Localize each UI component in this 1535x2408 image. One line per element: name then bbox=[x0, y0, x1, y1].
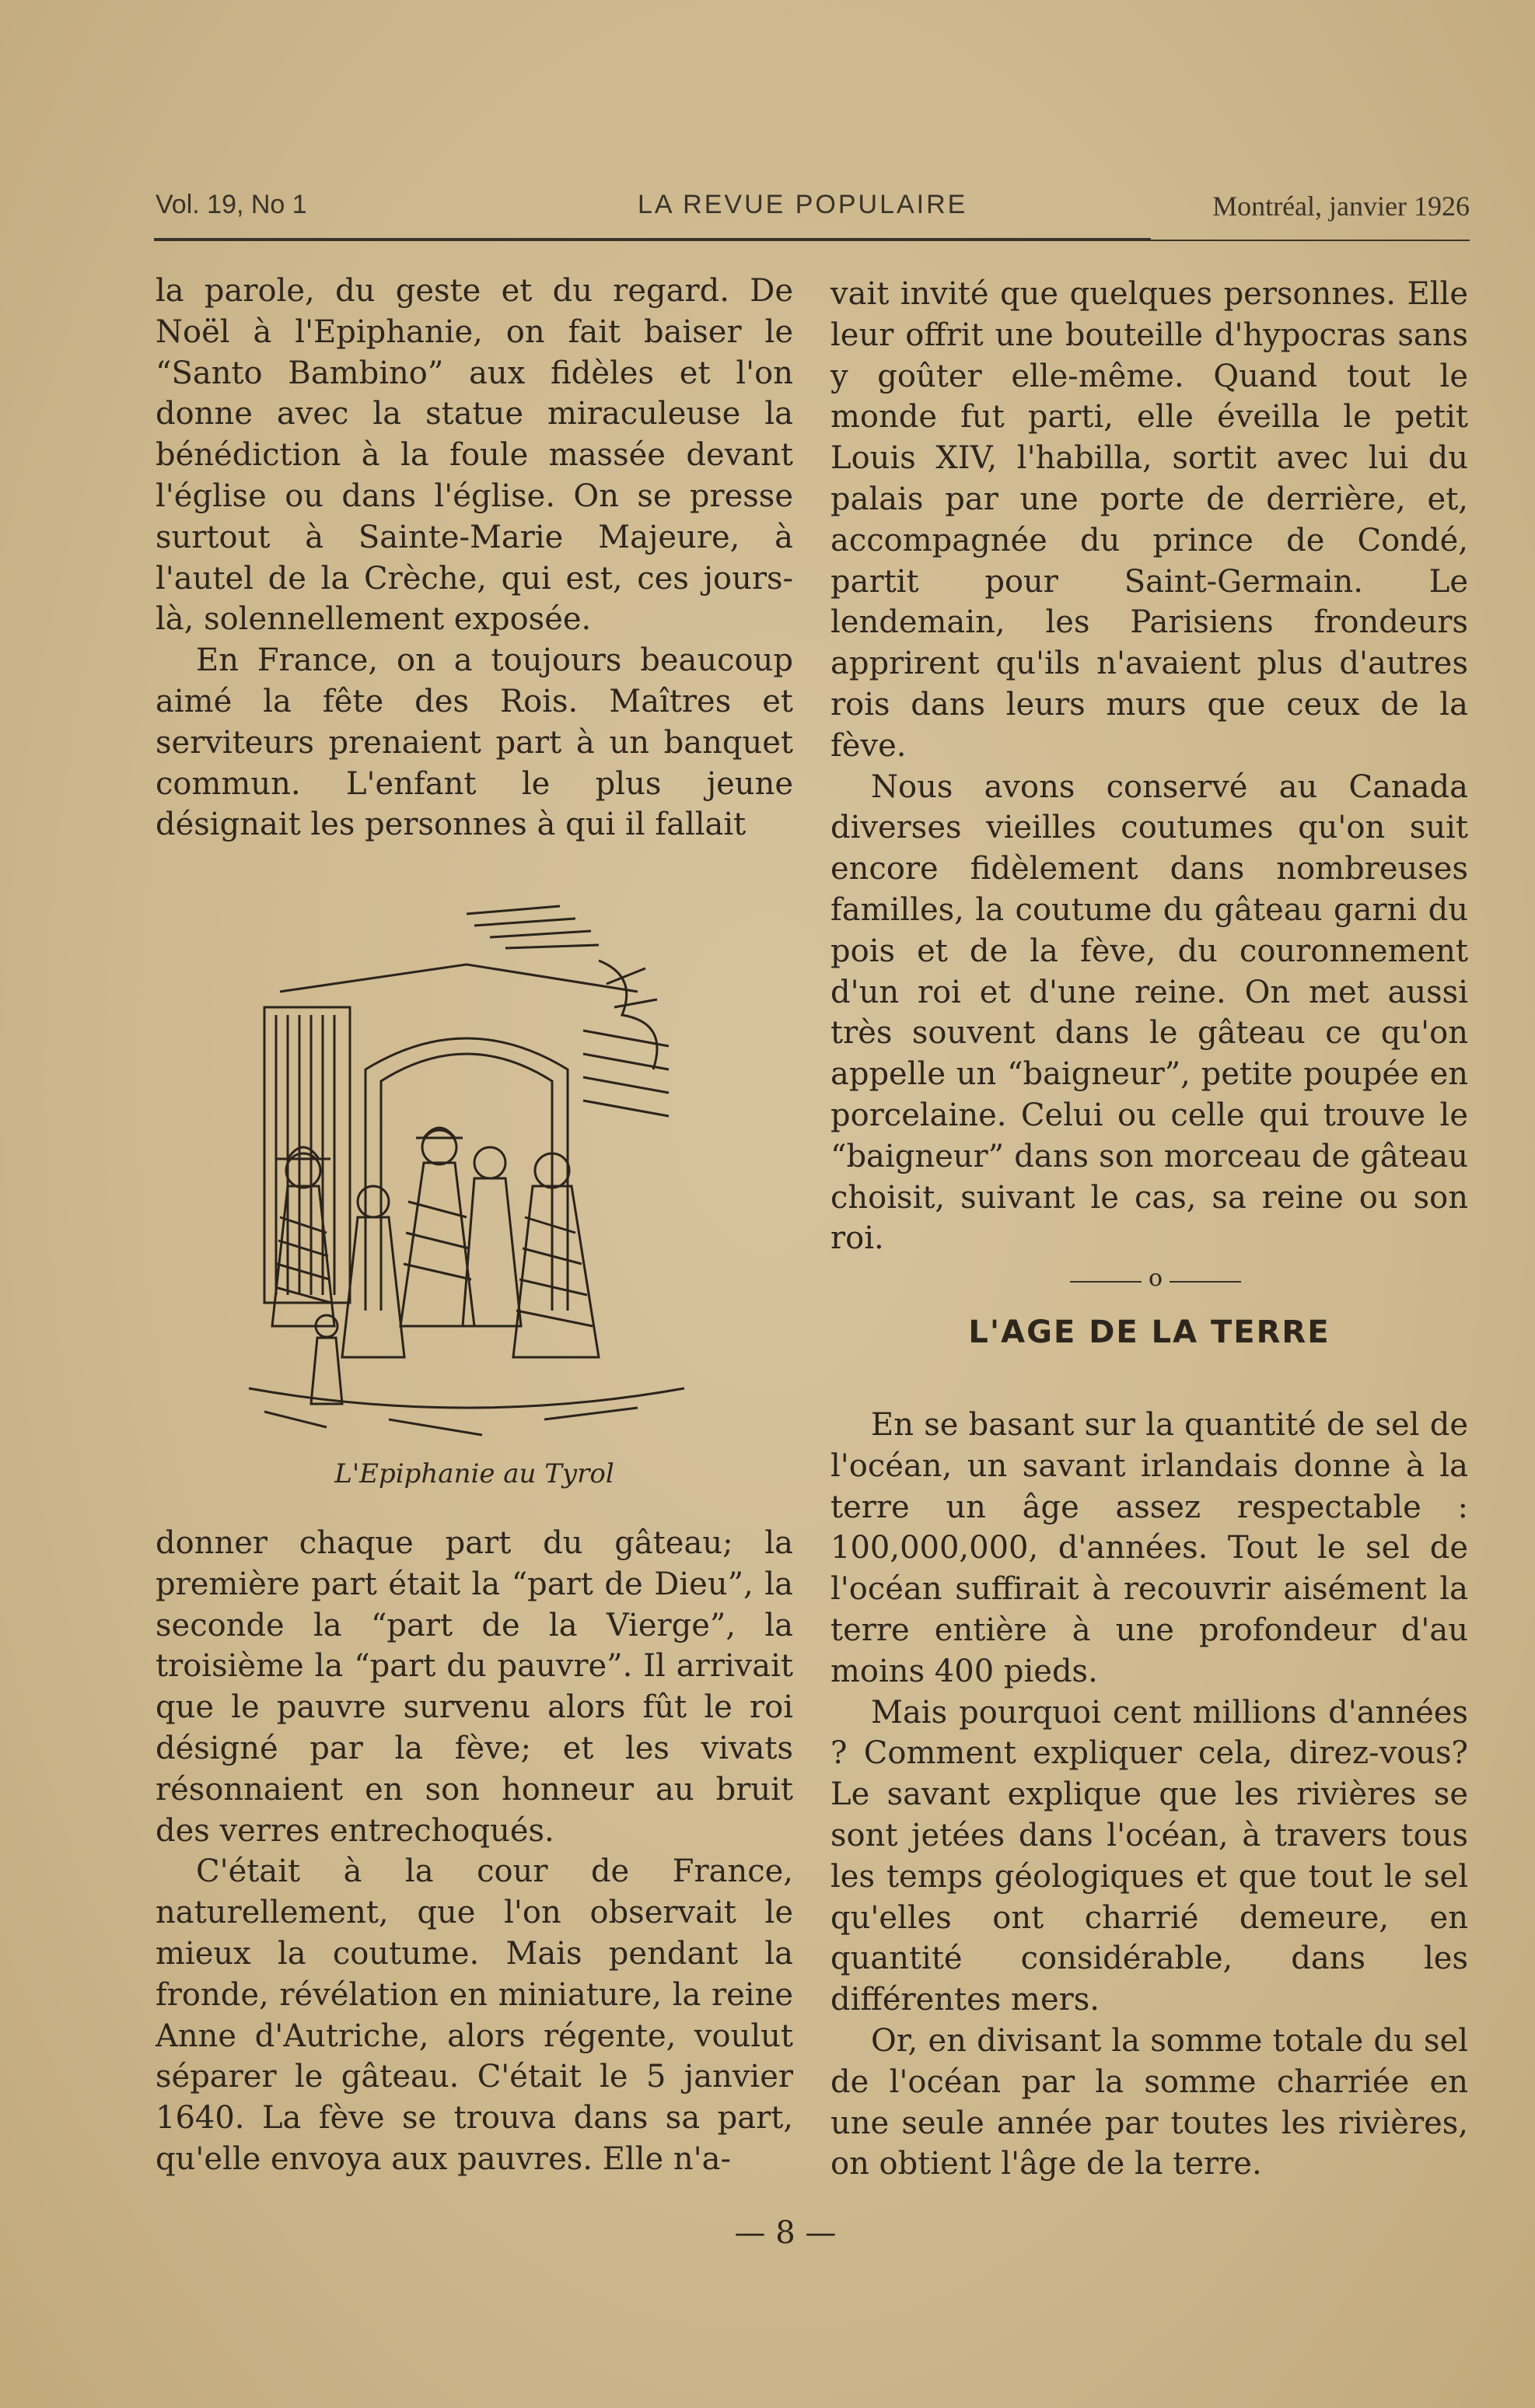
section-title: L'AGE DE LA TERRE bbox=[968, 1314, 1330, 1350]
paragraph: donner chaque part du gâteau; la première part était la “part de Dieu”, la seconde la “part de la Vierge”, la troisième la “part du pauvre”. Il arrivait que le pauvre survenu alors fût le roi désigné par la fève; et les vivats résonnaient en son honneur au bruit des verres entrechoqués. bbox=[156, 1525, 793, 1849]
page-header bbox=[156, 190, 1470, 236]
header-rule-thin bbox=[1151, 240, 1470, 241]
right-column-top bbox=[830, 274, 1468, 1259]
header-rule bbox=[154, 238, 1151, 241]
paragraph: vait invité que quelques personnes. Elle leur offrit une bouteille d'hypocras sans y goûter elle-même. Quand tout le monde fut parti, elle éveilla le petit Louis XIV, l'habilla, sortit avec lui du palais par une porte de derrière, et, accompagnée du prince de Condé, partit pour Saint-Germain. Le lendemain, les Parisiens frondeurs apprirent qu'ils n'avaient plus d'autres rois dans leurs murs que ceux de la fève. bbox=[830, 276, 1468, 764]
illustration-caption: L'Epiphanie au Tyrol bbox=[334, 1458, 614, 1489]
paragraph: C'était à la cour de France, naturellement, que l'on observait le mieux la coutume. Mais pendant la fronde, révélation en miniature, la reine Anne d'Autriche, alors régente, voulut séparer le gâteau. C'était le 5 janvier 1640. La fève se trouva dans sa part, qu'elle envoya aux pauvres. Elle n'a- bbox=[156, 1853, 793, 2177]
paragraph: la parole, du geste et du regard. De Noël à l'Epiphanie, on fait baiser le “Santo Bambino” aux fidèles et l'on donne avec la statue miraculeuse la bénédiction à la foule massée devant l'église ou dans l'église. On se presse surtout à Sainte-Marie Majeure, à l'autel de la Crèche, qui est, ces jours-là, solennellement exposée. bbox=[156, 273, 793, 638]
volume-number: Vol. 19, No 1 bbox=[156, 190, 307, 219]
page-number: — 8 — bbox=[734, 2215, 837, 2251]
publication-title: LA REVUE POPULAIRE bbox=[638, 190, 968, 219]
epiphany-engraving-icon bbox=[233, 891, 700, 1451]
paragraph: En se basant sur la quantité de sel de l'océan, un savant irlandais donne à la terre un âge assez respectable : 100,000,000, d'années. Tout le sel de l'océan suffirait à recouvrir aisément la terre entière à une profondeur d'au moins 400 pieds. bbox=[830, 1407, 1468, 1689]
left-column-top bbox=[156, 271, 793, 845]
right-column-bottom bbox=[830, 1405, 1468, 2185]
left-column-bottom bbox=[156, 1523, 793, 2180]
paragraph: En France, on a toujours beaucoup aimé la fête des Rois. Maîtres et serviteurs prenaient part à un banquet commun. L'enfant le plus jeune désignait les personnes à qui il fallait bbox=[156, 642, 793, 843]
section-separator bbox=[1070, 1265, 1241, 1296]
separator-mark: o bbox=[1148, 1265, 1163, 1292]
paragraph: Mais pourquoi cent millions d'années ? Comment expliquer cela, direz-vous? Le savant explique que les rivières se sont jetées dans l'océan, à travers tous les temps géologiques et que tout le sel qu'elles ont charrié demeure, en quantité considérable, dans les différentes mers. bbox=[830, 1694, 1468, 2018]
paragraph: Or, en divisant la somme totale du sel de l'océan par la somme charriée en une seule année par toutes les rivières, on obtient l'âge de la terre. bbox=[830, 2022, 1468, 2182]
issue-date: Montréal, janvier 1926 bbox=[1212, 191, 1470, 222]
paragraph: Nous avons conservé au Canada diverses vieilles coutumes qu'on suit encore fidèlement dans nombreuses familles, la coutume du gâteau garni du pois et de la fève, du couronnement d'un roi et d'une reine. On met aussi très souvent dans le gâteau ce qu'on appelle un “baigneur”, petite poupée en porcelaine. Celui ou celle qui trouve le “baigneur” dans son morceau de gâteau choisit, suivant le cas, sa reine ou son roi. bbox=[830, 768, 1468, 1257]
